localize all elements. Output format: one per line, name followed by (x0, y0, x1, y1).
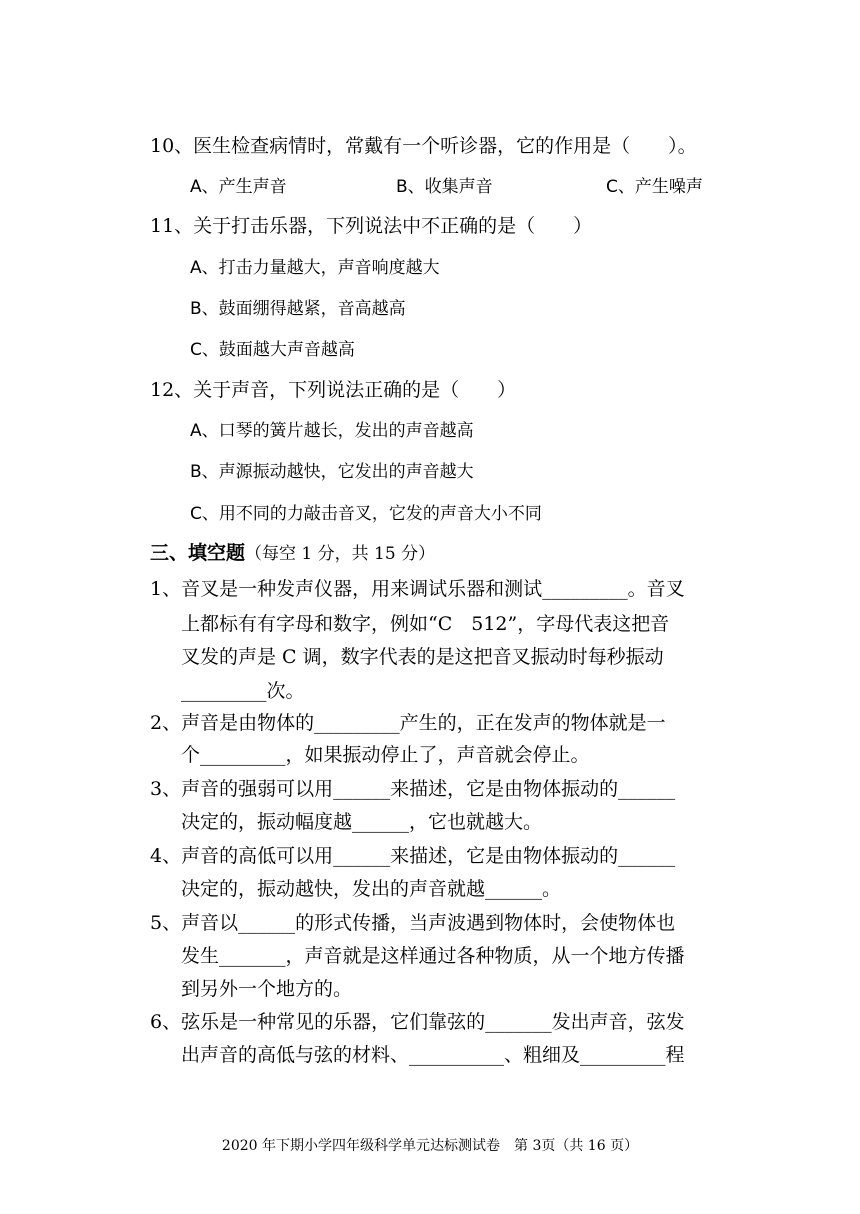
fill-question-5-line-2: 发生_______，声音就是这样通过各种物质，从一个地方传播 (181, 945, 685, 967)
question-12-option-a: A、口琴的簧片越长，发出的声音越高 (190, 421, 474, 441)
fill-question-5-line-3: 到另外一个地方的。 (181, 978, 353, 1000)
fill-question-4-line-2: 决定的，振动越快，发出的声音就越______。 (181, 878, 562, 900)
fill-question-3-line-1: 3、声音的强弱可以用______来描述，它是由物体振动的______ (150, 778, 676, 800)
question-10-stem: 10、医生检查病情时，常戴有一个听诊器，它的作用是（ ）。 (150, 135, 697, 157)
question-10-option-a: A、产生声音 (190, 177, 287, 197)
fill-question-2-line-2: 个_________，如果振动停止了，声音就会停止。 (181, 744, 590, 766)
question-10-option-c: C、产生噪声 (606, 177, 703, 197)
fill-question-2-line-1: 2、声音是由物体的_________产生的，正在发声的物体就是一 (150, 712, 666, 734)
fill-question-1-line-2: 上都标有有字母和数字，例如“C 512”，字母代表这把音 (181, 613, 670, 635)
question-11-stem: 11、关于打击乐器，下列说法中不正确的是（ ） (150, 215, 593, 237)
fill-question-6-line-1: 6、弦乐是一种常见的乐器，它们靠弦的_______发出声音，弦发 (150, 1011, 685, 1033)
question-11-option-a: A、打击力量越大，声音响度越大 (190, 258, 440, 278)
fill-question-4-line-1: 4、声音的高低可以用______来描述，它是由物体振动的______ (150, 845, 676, 867)
question-12-stem: 12、关于声音，下列说法正确的是（ ） (150, 379, 517, 401)
fill-question-1-line-1: 1、音叉是一种发声仪器，用来调试乐器和测试_________。音叉 (150, 578, 685, 600)
question-11-option-b: B、鼓面绷得越紧，音高越高 (190, 299, 406, 319)
question-11-option-c: C、鼓面越大声音越高 (190, 340, 355, 360)
section-heading (150, 541, 435, 566)
section-title: 三、填空题 (150, 542, 246, 564)
fill-question-1-line-3: 叉发的声是 C 调，数字代表的是这把音叉振动时每秒振动 (181, 646, 664, 668)
question-12-option-b: B、声源振动越快，它发出的声音越大 (190, 462, 474, 482)
fill-question-5-line-1: 5、声音以______的形式传播，当声波遇到物体时，会使物体也 (150, 912, 676, 934)
section-scoring-note: （每空 1 分，共 15 分） (245, 544, 436, 564)
question-12-option-c: C、用不同的力敲击音叉，它发的声音大小不同 (190, 504, 542, 524)
fill-question-3-line-2: 决定的，振动幅度越______，它也就越大。 (181, 811, 543, 833)
fill-question-1-line-4: _________次。 (181, 680, 305, 702)
page-footer: 2020 年下期小学四年级科学单元达标测试卷 第 3页（共 16 页） (221, 1138, 639, 1154)
question-10-option-b: B、收集声音 (396, 177, 493, 197)
fill-question-6-line-2: 出声音的高低与弦的材料、__________、粗细及_________程 (181, 1044, 685, 1066)
